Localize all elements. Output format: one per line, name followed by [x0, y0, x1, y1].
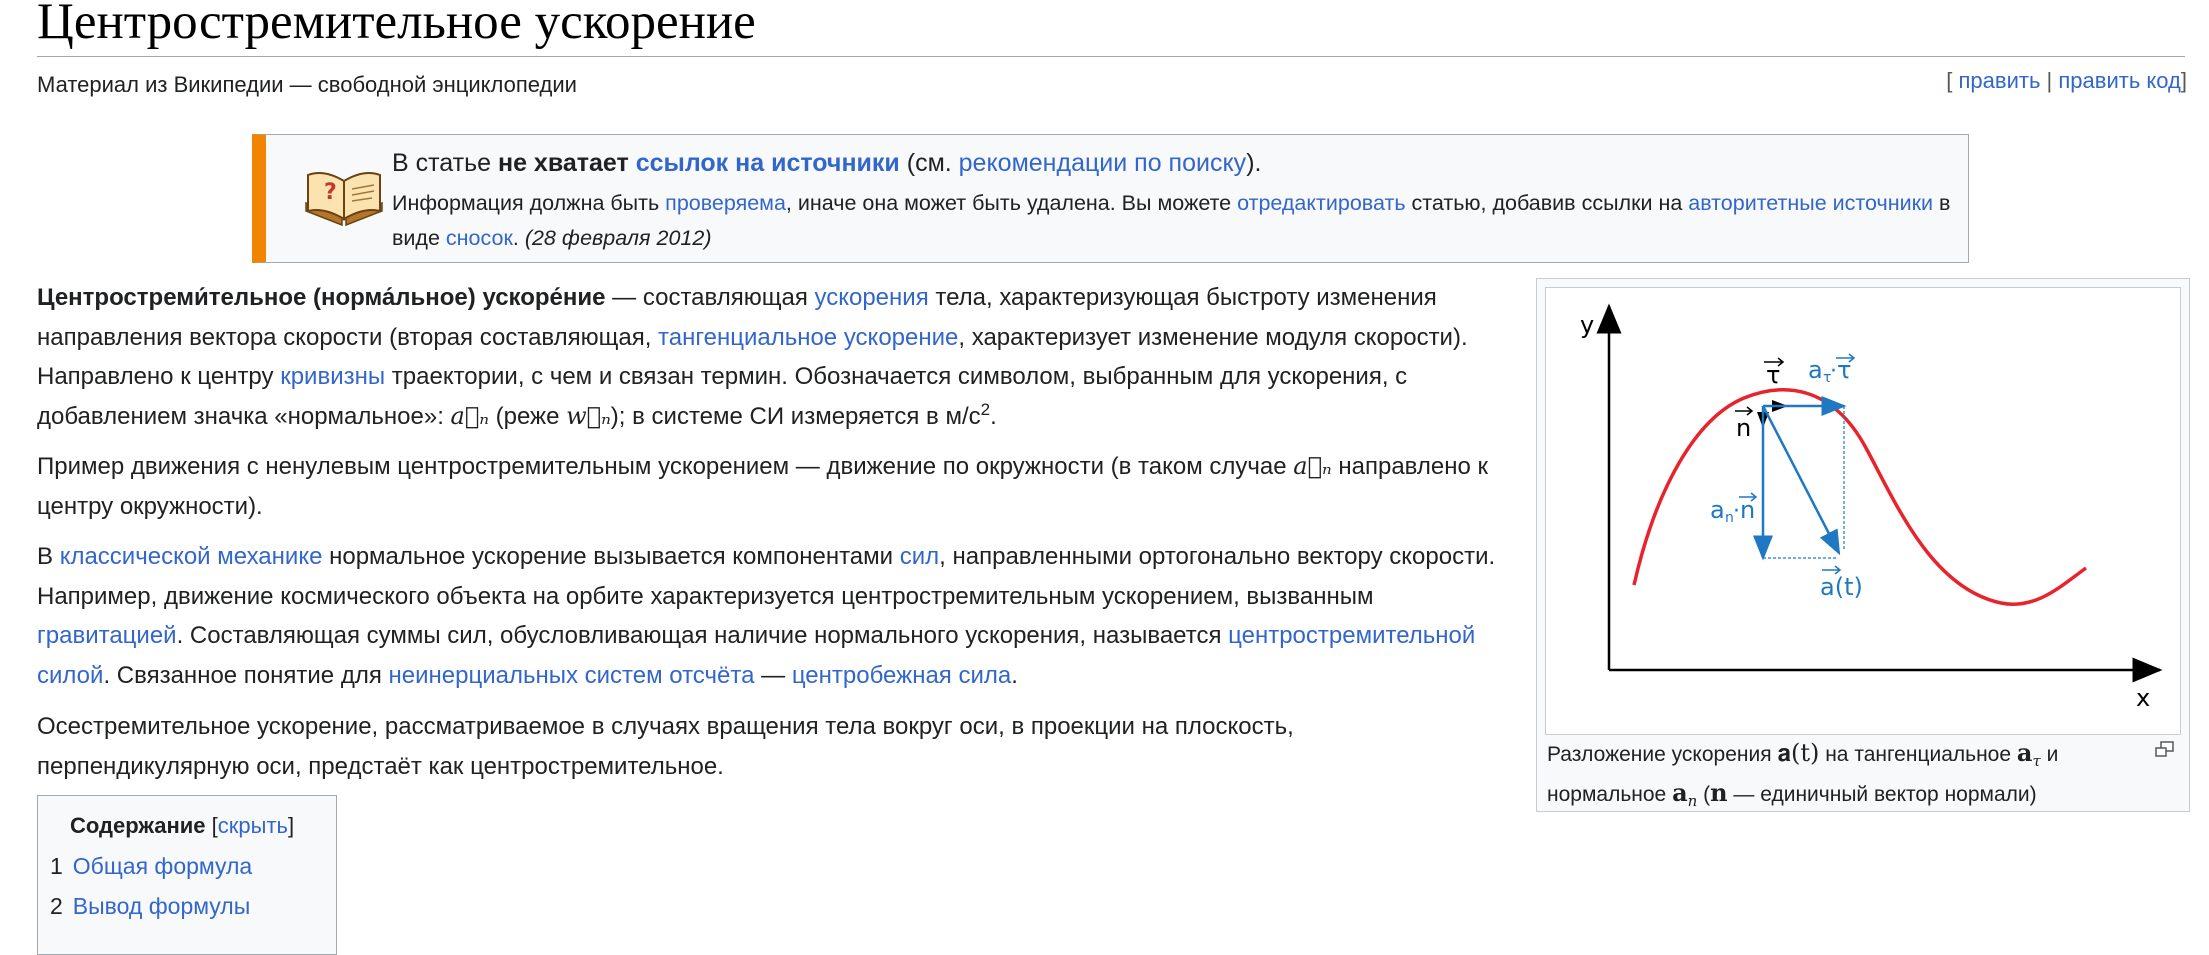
notice-line-2: [392, 186, 1962, 256]
link-classical-mechanics[interactable]: классической механике: [59, 543, 323, 570]
svg-text:τ: τ: [1837, 356, 1852, 384]
toc-item[interactable]: [50, 853, 252, 880]
toc-number: 2: [50, 893, 63, 919]
text: .: [990, 402, 997, 430]
figure-caption: [1547, 737, 2147, 817]
text: на тангенциальное: [1819, 743, 2017, 766]
notice-text: ).: [1246, 149, 1262, 177]
link-forces[interactable]: сил: [899, 543, 940, 570]
notice-text: статью, добавив ссылки на: [1405, 191, 1689, 215]
notice-box: [252, 134, 1969, 263]
link-acceleration[interactable]: ускорения: [814, 284, 929, 311]
notice-text: (см.: [899, 149, 959, 177]
link-gravitation[interactable]: гравитацией: [37, 622, 177, 649]
table-of-contents: [37, 795, 337, 955]
toc-title: [70, 813, 294, 839]
text: . Составляющая суммы сил, обусловливающая наличие нормального ускорения, называется: [176, 622, 1229, 649]
figure-thumbnail: [1536, 278, 2190, 812]
term-bold: Центростреми́тельное (норма́льное) ускоре́ние: [37, 284, 606, 311]
edit-links: [1946, 68, 2187, 94]
text: — единичный вектор нормали): [1727, 783, 2037, 807]
search-recommendations-link[interactable]: рекомендации по поиску: [958, 149, 1247, 177]
notice-text: в виде: [392, 191, 1951, 250]
article-paragraph-1: [37, 278, 1507, 436]
text: (реже: [488, 402, 567, 430]
verifiable-link[interactable]: проверяема: [665, 191, 786, 215]
book-question-icon: [302, 163, 386, 231]
edit-code-link[interactable]: править код: [2058, 68, 2181, 93]
a-t-vector: [1763, 406, 1839, 553]
toc-toggle-link[interactable]: скрыть: [217, 813, 289, 838]
x-axis-label: x: [2136, 684, 2151, 712]
math-n: 𝐧: [1710, 778, 1728, 808]
text: (: [1697, 783, 1711, 807]
page-title: Центростремительное ускорение: [37, 0, 756, 50]
svg-text:a: a: [1710, 496, 1725, 524]
edit-bracket-open: [: [1946, 68, 1953, 93]
link-centripetal-force[interactable]: центростремительной силой: [37, 622, 1476, 689]
notice-date: (28 февраля 2012): [524, 226, 712, 250]
article-paragraph-4: Осестремительное ускорение, рассматриваемое в случаях вращения тела вокруг оси, в проекции на плоскость, перпендикулярную оси, предстаёт как центростремительное.: [37, 713, 1294, 780]
text: , направленными ортогонально вектору скорости. Например, движение космического объекта на орбите характеризуется центростремительным ускорением, вызванным: [37, 543, 1496, 610]
article-paragraph-2: [37, 447, 1507, 526]
svg-text:·: ·: [1733, 499, 1740, 524]
acceleration-diagram[interactable]: [1545, 287, 2181, 735]
toc-bracket-close: ]: [288, 813, 295, 838]
n-label: n: [1736, 414, 1752, 442]
toc-heading: Содержание: [70, 813, 206, 838]
text: Разложение ускорения: [1547, 743, 1778, 766]
a-tau-label: [1808, 354, 1854, 386]
text: направлено к центру окружности).: [37, 453, 1488, 520]
tau-label: τ: [1766, 361, 1781, 389]
edit-separator: |: [2046, 68, 2053, 93]
math-sub-n: n: [1687, 792, 1698, 811]
link-non-inertial-frames[interactable]: неинерциальных систем отсчёта: [388, 661, 755, 689]
link-centrifugal-force[interactable]: центробежная сила: [791, 661, 1012, 689]
text: и нормальное: [1547, 743, 2059, 807]
superscript: 2: [980, 399, 991, 419]
article-paragraph-3: [37, 537, 1507, 695]
math-w-n: w⃗ₙ: [566, 401, 611, 430]
text: В: [37, 543, 60, 570]
link-curvature[interactable]: кривизны: [280, 363, 386, 390]
text: ); в системе СИ измеряется в м/с: [610, 402, 981, 430]
title-divider: [37, 56, 2185, 57]
svg-text:n: n: [1740, 496, 1756, 524]
notice-line-1: [392, 149, 1261, 178]
footnotes-link[interactable]: сносок: [445, 226, 513, 250]
authoritative-sources-link[interactable]: авторитетные источники: [1688, 191, 1934, 215]
svg-text:·: ·: [1830, 359, 1837, 384]
a-t-label: a(t): [1820, 573, 1863, 601]
svg-text:?: ?: [324, 180, 337, 205]
toc-bracket-open: [: [211, 813, 218, 838]
svg-text:a: a: [1808, 356, 1823, 384]
link-tangential-acceleration[interactable]: тангенциальное ускорение: [658, 323, 959, 351]
text: —: [754, 661, 792, 689]
text: . Связанное понятие для: [103, 661, 389, 689]
edit-bracket-close: ]: [2180, 68, 2187, 93]
text: тела, характеризующая быстроту изменения направления вектора скорости (вторая составляющая,: [37, 284, 1437, 351]
svg-text:n: n: [1725, 510, 1734, 526]
toc-link-general-formula[interactable]: Общая формула: [72, 853, 253, 879]
notice-text: Информация должна быть: [392, 191, 666, 215]
magnify-icon[interactable]: [2155, 741, 2175, 759]
math-a-n: 𝐚: [1672, 778, 1688, 808]
toc-number: 1: [50, 853, 63, 879]
math-sub-tau: τ: [2032, 752, 2041, 771]
notice-text: .: [512, 226, 525, 250]
notice-text: , иначе она может быть удалена. Вы можете: [785, 191, 1238, 215]
page-subtitle: Материал из Википедии — свободной энциклопедии: [37, 72, 577, 97]
math-a-n: a⃗ₙ: [450, 401, 489, 430]
text: .: [1011, 661, 1018, 689]
edit-link[interactable]: править: [1958, 68, 2041, 93]
notice-bold: не хватает: [497, 149, 636, 177]
text: , характеризует изменение модуля скорости). Направлено к центру: [37, 323, 1468, 390]
math-a-n: a⃗ₙ: [1293, 452, 1332, 480]
toc-item[interactable]: [50, 893, 250, 920]
text: траектории, с чем и связан термин. Обозначается символом, выбранным для ускорения, с добавлением значка «нормальное»:: [37, 363, 1408, 430]
math-a-tau: 𝐚: [2016, 738, 2033, 767]
edit-article-link[interactable]: отредактировать: [1237, 191, 1406, 215]
a-n-label: [1710, 493, 1756, 526]
notice-text: В статье: [392, 149, 498, 177]
text: нормальное ускорение вызывается компонентами: [322, 543, 900, 570]
y-axis-label: y: [1580, 311, 1595, 339]
svg-text:τ: τ: [1823, 370, 1832, 386]
text: Пример движения с ненулевым центростремительным ускорением — движение по окружности (в таком случае: [37, 453, 1294, 480]
math-a-t: 𝐚(t): [1777, 739, 1820, 767]
text: — составляющая: [605, 284, 815, 311]
toc-link-derivation[interactable]: Вывод формулы: [72, 893, 251, 919]
sources-link[interactable]: ссылок на источники: [635, 149, 900, 177]
